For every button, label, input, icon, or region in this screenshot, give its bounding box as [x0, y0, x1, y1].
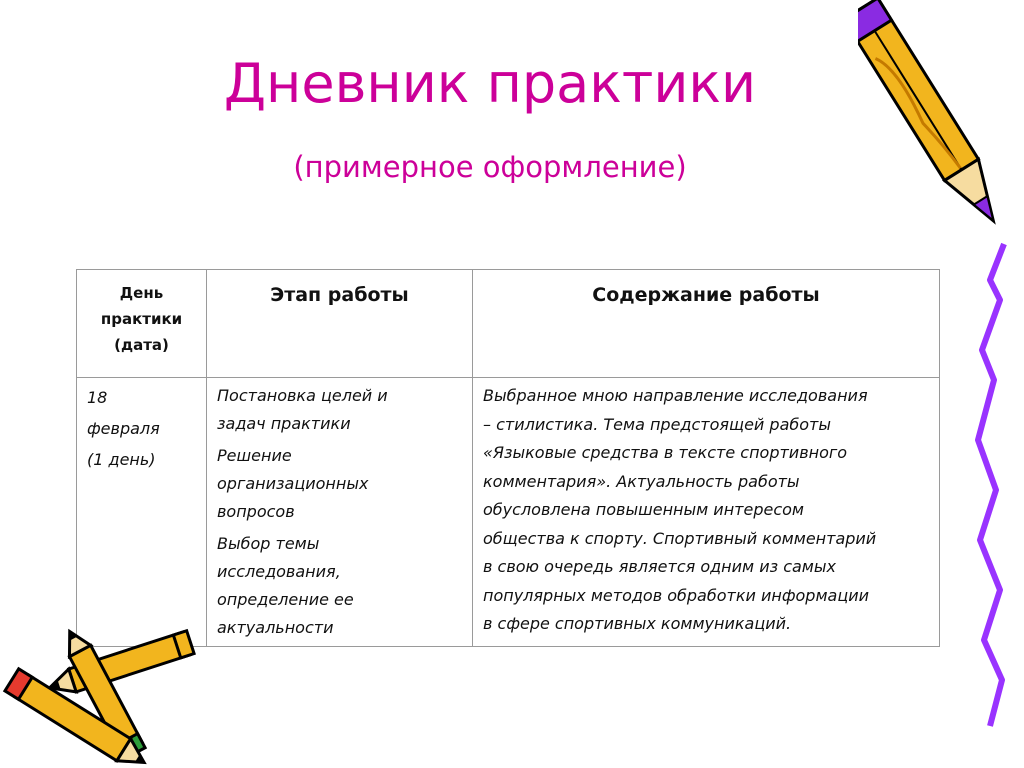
content-text: Выбранное мною направление исследования – стилистика. Тема предстоящей работы «Языковые средства в тексте спортивного комментария». Актуальность работы обусловлена повышенным интересом общества к спорту. Спортивный комментарий в свою очередь является одним из самых популярных методов обработки информации в сфере спортивных коммуникаций. [483, 386, 877, 633]
pencils-icon [0, 615, 210, 765]
header-stage: Этап работы [207, 270, 473, 378]
page-subtitle: (примерное оформление) [293, 150, 687, 184]
table-header-row [77, 270, 940, 378]
stage-item: Постановка целей и задач практики [217, 386, 388, 433]
header-content: Содержание работы [473, 270, 940, 378]
cell-content [473, 378, 940, 647]
squiggle-icon [960, 240, 1024, 730]
header-day-label: День практики (дата) [100, 284, 183, 354]
cell-date [77, 378, 207, 647]
date-text: 18 февраля (1 день) [87, 388, 160, 469]
diary-table [76, 269, 940, 647]
stage-item: Выбор темы исследования, определение ее актуальности [217, 534, 354, 637]
pencil-icon [858, 0, 1008, 250]
stage-item: Решение организационных вопросов [217, 446, 369, 521]
table-row [77, 378, 940, 647]
page-title: Дневник практики [223, 52, 757, 115]
header-day [77, 270, 207, 378]
cell-stages [207, 378, 473, 647]
